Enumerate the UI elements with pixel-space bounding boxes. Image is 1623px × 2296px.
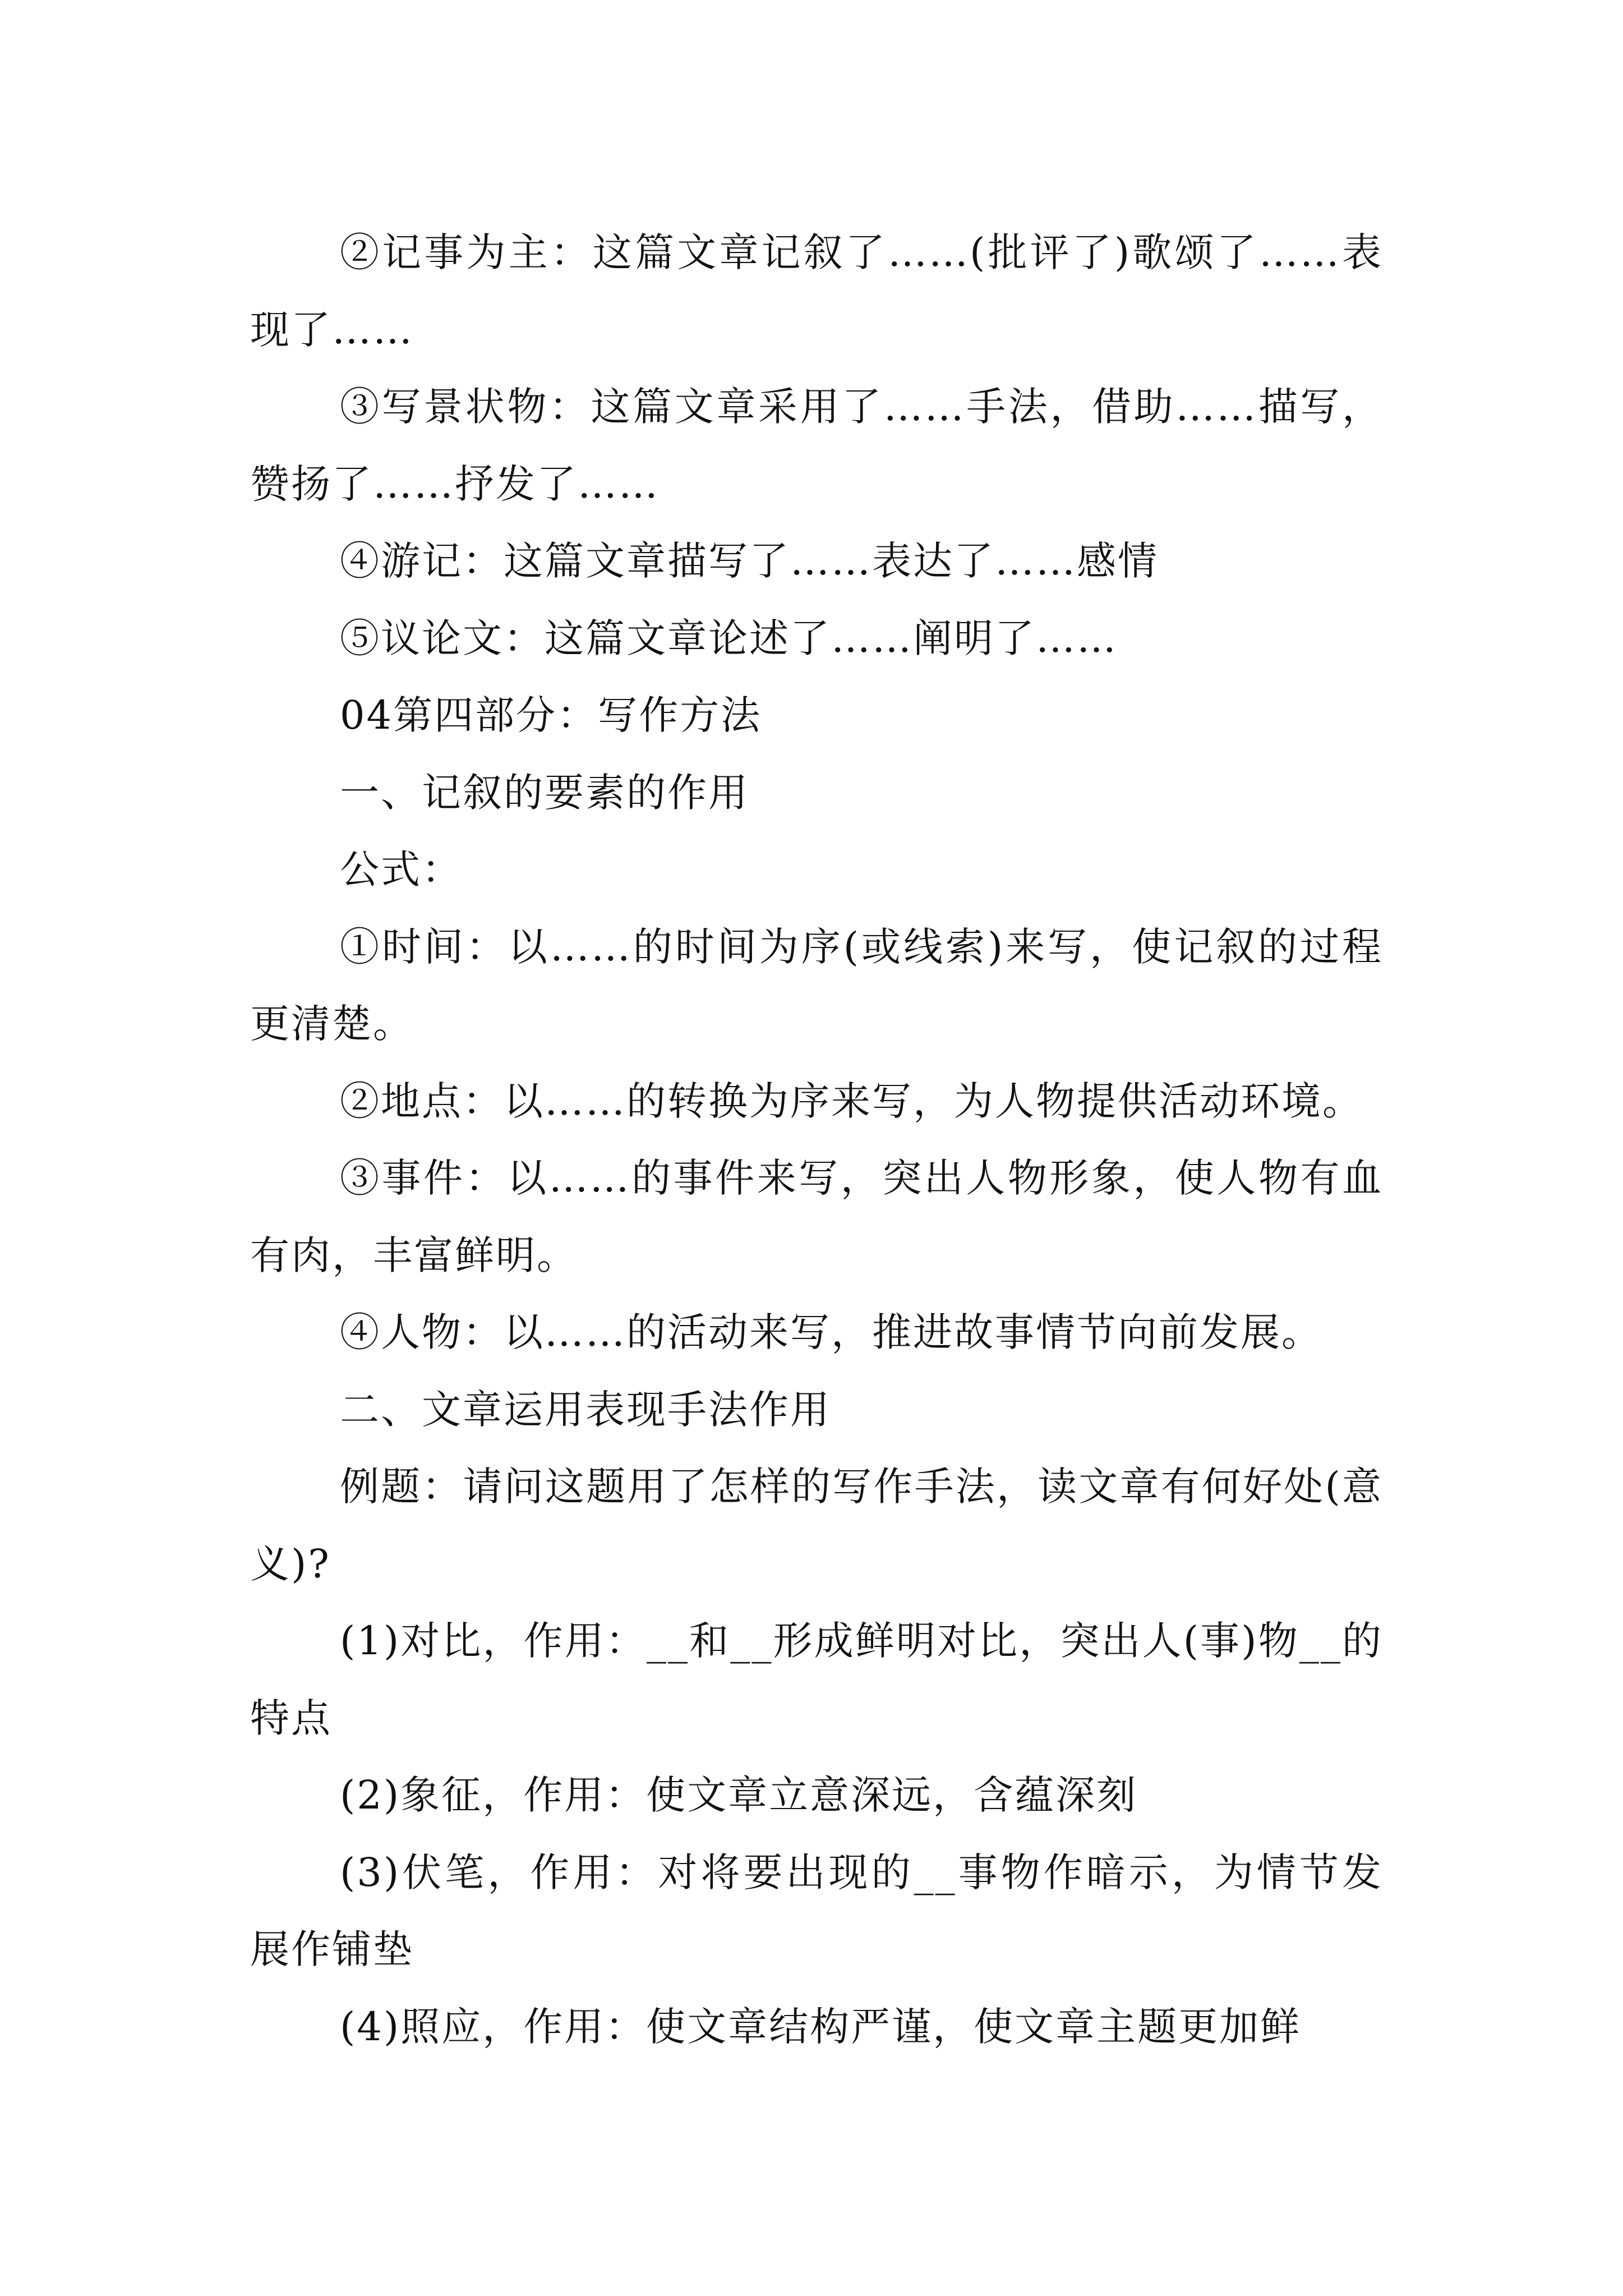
paragraph-element-character: ④人物：以……的活动来写，推进故事情节向前发展。 (340, 1309, 1322, 1355)
paragraph-technique-foreshadowing: (3)伏笔，作用：对将要出现的__事物作暗示，为情节发展作铺垫 (250, 1849, 1383, 1972)
document-body (250, 214, 1383, 2065)
paragraph-technique-symbolism: (2)象征，作用：使文章立意深远，含蕴深刻 (340, 1772, 1138, 1818)
paragraph-summary-argument: ⑤议论文：这篇文章论述了……阐明了…… (340, 615, 1118, 661)
subheading-narrative-elements: 一、记叙的要素的作用 (340, 769, 749, 816)
subheading-expression-techniques: 二、文章运用表现手法作用 (340, 1386, 831, 1433)
paragraph-element-event: ③事件：以……的事件来写，突出人物形象，使人物有血有肉，丰富鲜明。 (250, 1155, 1383, 1278)
section-heading-part-four: 04第四部分：写作方法 (340, 692, 762, 738)
paragraph-element-place: ②地点：以……的转换为序来写，为人物提供活动环境。 (340, 1078, 1363, 1124)
paragraph-element-time: ①时间：以……的时间为序(或线索)来写，使记叙的过程更清楚。 (250, 923, 1383, 1047)
paragraph-technique-contrast: (1)对比，作用：__和__形成鲜明对比，突出人(事)物__的特点 (250, 1618, 1383, 1741)
paragraph-summary-scenery: ③写景状物：这篇文章采用了……手法，借助……描写，赞扬了……抒发了…… (250, 384, 1383, 507)
formula-label: 公式： (340, 846, 463, 892)
paragraph-example-question: 例题：请问这题用了怎样的写作手法，读文章有何好处(意义)? (250, 1464, 1383, 1587)
paragraph-summary-narrative: ②记事为主：这篇文章记叙了……(批评了)歌颂了……表现了…… (250, 229, 1383, 353)
paragraph-technique-echo: (4)照应，作用：使文章结构严谨，使文章主题更加鲜 (340, 2003, 1302, 2050)
paragraph-summary-travel: ④游记：这篇文章描写了……表达了……感情 (340, 538, 1159, 584)
